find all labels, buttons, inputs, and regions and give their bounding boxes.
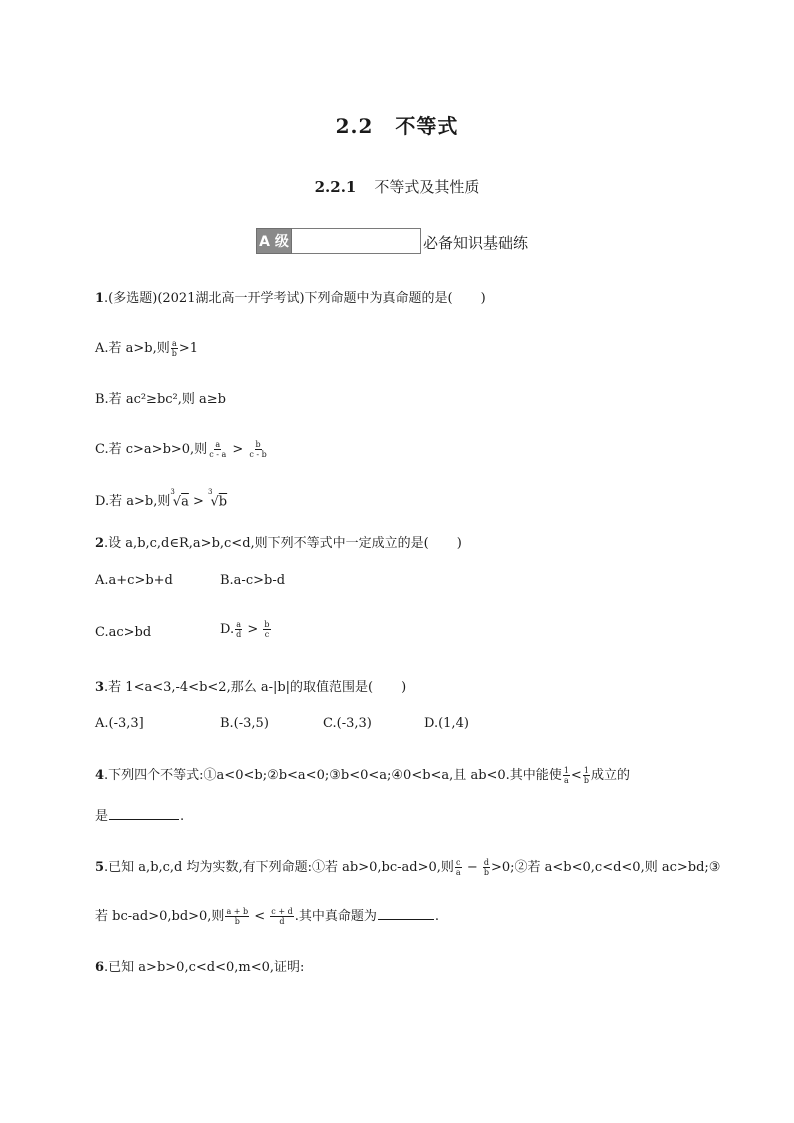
question-number: 2 xyxy=(95,536,105,551)
question-text: .已知 a>b>0,c<d<0,m<0,证明: xyxy=(104,960,305,975)
level-badge: A 级 xyxy=(256,228,292,254)
question-text: .若 1<a<3,-4<b<2,那么 a-|b|的取值范围是( xyxy=(104,680,374,695)
answer-blank[interactable] xyxy=(378,907,434,920)
fraction: $\frac{a}{c - a}$ xyxy=(209,440,227,459)
question-6 xyxy=(95,956,304,975)
fraction: $\frac{a}{b}$ xyxy=(171,339,177,358)
question-2: 2.设 a,b,c,d∈R,a>b,c<d,则下列不等式中一定成立的是( ) xyxy=(95,536,462,551)
subsection-title xyxy=(0,176,794,197)
level-label: 必备知识基础练 xyxy=(423,234,529,252)
fraction: $\frac{a + b}{b}$ xyxy=(226,907,249,926)
question-text: .下列四个不等式:①a<0<b;②b<a<0;③b<0<a;④0<b<a,且 ab<0.其中能使 xyxy=(104,768,562,783)
fraction: $\frac{1}{a}$ xyxy=(563,766,569,785)
section-title-text: 不等式 xyxy=(395,114,459,138)
question-1 xyxy=(95,287,486,306)
question-5: 5.已知 a,b,c,d 均为实数,有下列命题:①若 ab>0,bc-ad>0,则 $\frac{c}{a}$ − $\frac{d}{b}$ >0;②若 a<b<0,c<d<0,则 ac>bd;③ xyxy=(95,858,721,877)
option-2B: B.a-c>b-d xyxy=(220,573,286,588)
question-text: .已知 a,b,c,d 均为实数,有下列命题:①若 ab>0,bc-ad>0,则 xyxy=(104,860,454,875)
level-banner xyxy=(256,228,528,254)
answer-blank[interactable] xyxy=(109,807,179,820)
fraction: $\frac{c + d}{d}$ xyxy=(271,907,293,926)
fraction: $\frac{d}{b}$ xyxy=(483,858,489,877)
question-paren-close: ) xyxy=(480,291,486,306)
option-2C: C.ac>bd xyxy=(95,625,152,640)
fraction: $\frac{b}{c - b}$ xyxy=(249,440,267,459)
subsection-title-text: 不等式及其性质 xyxy=(374,178,480,196)
subsection-number: 2.2.1 xyxy=(314,178,357,196)
question-number: 5 xyxy=(95,860,105,875)
option-2A: A.a+c>b+d xyxy=(95,573,173,588)
fraction: $\frac{b}{c}$ xyxy=(264,620,270,639)
question-4: 4.下列四个不等式:①a<0<b;②b<a<0;③b<0<a;④0<b<a,且 ab<0.其中能使 $\frac{1}{a}$ < $\frac{1}{b}$ 成立的 xyxy=(95,766,630,785)
section-number: 2.2 xyxy=(335,114,374,138)
option-1D: D.若 a>b,则$^3$√a > $^3$√b xyxy=(95,487,228,509)
fraction: $\frac{a}{d}$ xyxy=(236,620,242,639)
option-1C: C.若 c>a>b>0,则 $\frac{a}{c - a}$ > $\frac{b}{c - b}$ xyxy=(95,440,267,459)
section-title xyxy=(0,110,794,139)
level-box xyxy=(292,228,421,254)
question-5-line2: 若 bc-ad>0,bd>0,则 $\frac{a + b}{b}$ < $\frac{c + d}{d}$ .其中真命题为 . xyxy=(95,907,439,926)
question-number: 4 xyxy=(95,768,105,783)
option-3B: B.(-3,5) xyxy=(220,716,269,731)
question-3: 3.若 1<a<3,-4<b<2,那么 a-|b|的取值范围是( ) xyxy=(95,680,407,695)
question-text: .(多选题)(2021湖北高一开学考试)下列命题中为真命题的是( xyxy=(104,291,453,306)
option-3A: A.(-3,3] xyxy=(95,716,144,731)
option-1A: A.若 a>b,则 $\frac{a}{b}$ >1 xyxy=(95,339,199,358)
question-number: 1 xyxy=(95,291,105,306)
option-3D: D.(1,4) xyxy=(424,716,469,731)
fraction: $\frac{c}{a}$ xyxy=(455,858,461,877)
option-3C: C.(-3,3) xyxy=(323,716,372,731)
question-number: 3 xyxy=(95,680,105,695)
question-text: .设 a,b,c,d∈R,a>b,c<d,则下列不等式中一定成立的是( xyxy=(104,536,429,551)
question-4-line2: 是 . xyxy=(95,809,185,824)
question-number: 6 xyxy=(95,960,105,975)
option-1B: B.若 ac²≥bc²,则 a≥b xyxy=(95,392,226,407)
fraction: $\frac{1}{b}$ xyxy=(583,766,589,785)
option-2D: D. $\frac{a}{d}$ > $\frac{b}{c}$ xyxy=(220,620,270,639)
